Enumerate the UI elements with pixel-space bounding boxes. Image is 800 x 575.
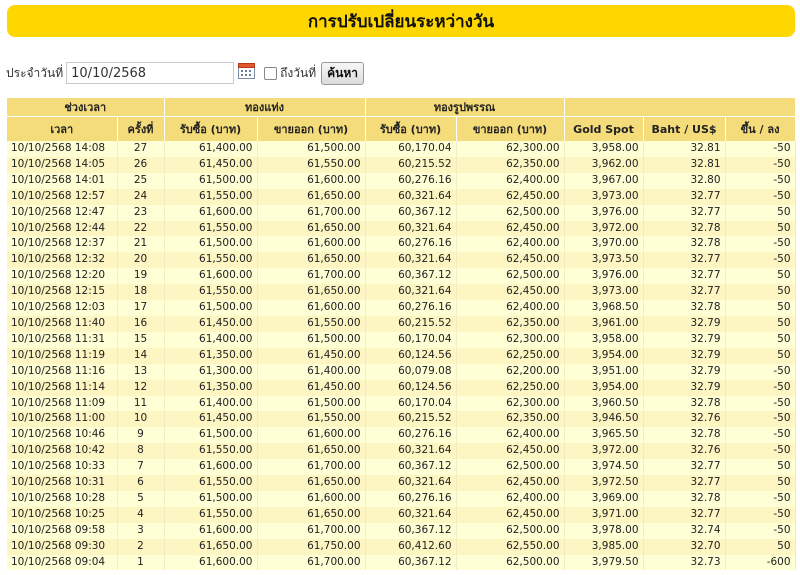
cell-round: 16 [117,316,164,332]
cell-time: 10/10/2568 12:57 [7,189,117,205]
cell-round: 14 [117,348,164,364]
cell-ornament-buy: 60,367.12 [365,523,456,539]
cell-gold-spot: 3,973.00 [564,284,643,300]
cell-round: 18 [117,284,164,300]
cell-bar-sell: 61,650.00 [257,443,365,459]
cell-round: 6 [117,475,164,491]
cell-bar-buy: 61,400.00 [164,141,257,157]
cell-ornament-sell: 62,500.00 [456,523,564,539]
cell-gold-spot: 3,973.50 [564,252,643,268]
cell-time: 10/10/2568 10:31 [7,475,117,491]
cell-change: -600 [725,555,795,571]
cell-baht-usd: 32.78 [643,396,725,412]
cell-time: 10/10/2568 11:14 [7,380,117,396]
cell-ornament-buy: 60,276.16 [365,300,456,316]
cell-ornament-buy: 60,321.64 [365,507,456,523]
table-row [7,475,795,491]
group-header-gold-bar: ทองแท่ง [164,98,365,117]
cell-change: 50 [725,284,795,300]
table-row [7,173,795,189]
cell-gold-spot: 3,971.00 [564,507,643,523]
cell-gold-spot: 3,960.50 [564,396,643,412]
cell-round: 26 [117,157,164,173]
cell-bar-buy: 61,600.00 [164,268,257,284]
cell-bar-sell: 61,400.00 [257,364,365,380]
cell-round: 2 [117,539,164,555]
cell-bar-buy: 61,600.00 [164,205,257,221]
cell-change: -50 [725,236,795,252]
cell-ornament-buy: 60,321.64 [365,221,456,237]
cell-ornament-sell: 62,500.00 [456,459,564,475]
cell-time: 10/10/2568 10:33 [7,459,117,475]
cell-round: 11 [117,396,164,412]
cell-bar-buy: 61,600.00 [164,555,257,571]
price-history-table [7,98,796,570]
cell-bar-buy: 61,450.00 [164,316,257,332]
cell-change: 50 [725,348,795,364]
cell-time: 10/10/2568 11:31 [7,332,117,348]
cell-time: 10/10/2568 09:04 [7,555,117,571]
cell-bar-buy: 61,500.00 [164,427,257,443]
cell-ornament-buy: 60,215.52 [365,157,456,173]
cell-round: 1 [117,555,164,571]
cell-round: 22 [117,221,164,237]
cell-baht-usd: 32.76 [643,443,725,459]
col-header-change: ขึ้น / ลง [725,117,795,142]
table-row [7,364,795,380]
cell-bar-buy: 61,650.00 [164,539,257,555]
cell-gold-spot: 3,970.00 [564,236,643,252]
cell-baht-usd: 32.78 [643,300,725,316]
cell-gold-spot: 3,958.00 [564,141,643,157]
cell-baht-usd: 32.78 [643,221,725,237]
table-row [7,284,795,300]
cell-baht-usd: 32.80 [643,173,725,189]
cell-baht-usd: 32.73 [643,555,725,571]
cell-baht-usd: 32.77 [643,475,725,491]
cell-ornament-buy: 60,367.12 [365,268,456,284]
cell-baht-usd: 32.78 [643,427,725,443]
cell-bar-buy: 61,400.00 [164,332,257,348]
col-header-gold-spot: Gold Spot [564,117,643,142]
cell-change: -50 [725,141,795,157]
cell-baht-usd: 32.77 [643,189,725,205]
cell-change: -50 [725,427,795,443]
cell-bar-buy: 61,500.00 [164,236,257,252]
cell-ornament-sell: 62,350.00 [456,157,564,173]
cell-round: 4 [117,507,164,523]
cell-change: 50 [725,205,795,221]
col-header-baht-usd: Baht / US$ [643,117,725,142]
cell-bar-buy: 61,400.00 [164,396,257,412]
cell-bar-buy: 61,500.00 [164,491,257,507]
date-input[interactable] [66,62,234,84]
cell-ornament-sell: 62,350.00 [456,411,564,427]
cell-bar-sell: 61,450.00 [257,348,365,364]
cell-baht-usd: 32.77 [643,268,725,284]
cell-ornament-buy: 60,412.60 [365,539,456,555]
cell-gold-spot: 3,979.50 [564,555,643,571]
cell-gold-spot: 3,973.00 [564,189,643,205]
cell-ornament-sell: 62,400.00 [456,173,564,189]
cell-ornament-sell: 62,450.00 [456,284,564,300]
cell-time: 10/10/2568 12:15 [7,284,117,300]
table-row [7,443,795,459]
group-header-period: ช่วงเวลา [7,98,164,117]
cell-bar-buy: 61,350.00 [164,348,257,364]
cell-bar-sell: 61,600.00 [257,300,365,316]
cell-ornament-buy: 60,215.52 [365,411,456,427]
table-row [7,411,795,427]
search-form [6,61,364,85]
cell-change: -50 [725,491,795,507]
cell-bar-sell: 61,700.00 [257,268,365,284]
cell-gold-spot: 3,972.00 [564,443,643,459]
cell-ornament-sell: 62,500.00 [456,205,564,221]
cell-ornament-sell: 62,500.00 [456,555,564,571]
cell-baht-usd: 32.70 [643,539,725,555]
cell-time: 10/10/2568 11:09 [7,396,117,412]
table-row [7,459,795,475]
cell-ornament-buy: 60,170.04 [365,141,456,157]
cell-baht-usd: 32.81 [643,141,725,157]
cell-time: 10/10/2568 09:58 [7,523,117,539]
table-row [7,332,795,348]
table-row [7,221,795,237]
cell-change: -50 [725,252,795,268]
cell-change: -50 [725,189,795,205]
cell-gold-spot: 3,976.00 [564,205,643,221]
cell-round: 24 [117,189,164,205]
cell-round: 23 [117,205,164,221]
table-row [7,523,795,539]
cell-bar-buy: 61,550.00 [164,475,257,491]
col-header-bar-sell: ขายออก (บาท) [257,117,365,142]
cell-change: -50 [725,396,795,412]
cell-bar-buy: 61,600.00 [164,459,257,475]
cell-baht-usd: 32.77 [643,205,725,221]
table-body [7,141,795,570]
cell-baht-usd: 32.77 [643,252,725,268]
cell-bar-sell: 61,550.00 [257,316,365,332]
cell-gold-spot: 3,961.00 [564,316,643,332]
cell-bar-sell: 61,500.00 [257,141,365,157]
cell-time: 10/10/2568 12:47 [7,205,117,221]
cell-ornament-buy: 60,170.04 [365,332,456,348]
table-row [7,539,795,555]
cell-ornament-sell: 62,450.00 [456,252,564,268]
cell-gold-spot: 3,972.50 [564,475,643,491]
cell-baht-usd: 32.74 [643,523,725,539]
cell-ornament-buy: 60,124.56 [365,348,456,364]
cell-ornament-buy: 60,079.08 [365,364,456,380]
cell-bar-sell: 61,550.00 [257,157,365,173]
table-row [7,491,795,507]
table-row [7,268,795,284]
cell-change: -50 [725,411,795,427]
cell-ornament-sell: 62,350.00 [456,316,564,332]
cell-bar-sell: 61,700.00 [257,555,365,571]
cell-change: -50 [725,173,795,189]
cell-change: 50 [725,459,795,475]
cell-gold-spot: 3,965.50 [564,427,643,443]
cell-bar-sell: 61,500.00 [257,396,365,412]
cell-bar-buy: 61,600.00 [164,523,257,539]
cell-change: -50 [725,157,795,173]
table-row [7,507,795,523]
cell-change: -50 [725,443,795,459]
cell-bar-buy: 61,550.00 [164,189,257,205]
group-header-gold-ornament: ทองรูปพรรณ [365,98,564,117]
cell-bar-sell: 61,600.00 [257,173,365,189]
cell-ornament-buy: 60,276.16 [365,491,456,507]
cell-time: 10/10/2568 11:40 [7,316,117,332]
cell-time: 10/10/2568 12:32 [7,252,117,268]
cell-time: 10/10/2568 10:28 [7,491,117,507]
cell-time: 10/10/2568 09:30 [7,539,117,555]
cell-time: 10/10/2568 14:01 [7,173,117,189]
cell-ornament-sell: 62,450.00 [456,507,564,523]
cell-baht-usd: 32.79 [643,364,725,380]
cell-time: 10/10/2568 10:46 [7,427,117,443]
col-header-round: ครั้งที่ [117,117,164,142]
cell-ornament-sell: 62,500.00 [456,268,564,284]
cell-bar-sell: 61,650.00 [257,189,365,205]
cell-baht-usd: 32.77 [643,507,725,523]
table-row [7,157,795,173]
cell-bar-sell: 61,650.00 [257,507,365,523]
cell-ornament-buy: 60,170.04 [365,396,456,412]
cell-baht-usd: 32.79 [643,332,725,348]
cell-ornament-sell: 62,250.00 [456,348,564,364]
cell-round: 21 [117,236,164,252]
cell-change: 50 [725,221,795,237]
cell-baht-usd: 32.77 [643,284,725,300]
cell-ornament-buy: 60,367.12 [365,555,456,571]
cell-ornament-buy: 60,367.12 [365,205,456,221]
date-label: ประจำวันที่ [6,65,64,80]
cell-bar-sell: 61,650.00 [257,475,365,491]
cell-round: 12 [117,380,164,396]
cell-ornament-sell: 62,450.00 [456,189,564,205]
table-row [7,189,795,205]
cell-time: 10/10/2568 12:20 [7,268,117,284]
cell-ornament-sell: 62,450.00 [456,475,564,491]
cell-bar-sell: 61,450.00 [257,380,365,396]
cell-round: 13 [117,364,164,380]
cell-bar-sell: 61,700.00 [257,459,365,475]
cell-bar-buy: 61,550.00 [164,221,257,237]
cell-time: 10/10/2568 12:44 [7,221,117,237]
cell-gold-spot: 3,954.00 [564,348,643,364]
cell-change: 50 [725,539,795,555]
cell-bar-buy: 61,300.00 [164,364,257,380]
page-title: การปรับเปลี่ยนระหว่างวัน [7,5,795,37]
cell-gold-spot: 3,967.00 [564,173,643,189]
cell-gold-spot: 3,972.00 [564,221,643,237]
cell-ornament-sell: 62,400.00 [456,300,564,316]
cell-bar-sell: 61,550.00 [257,411,365,427]
cell-gold-spot: 3,974.50 [564,459,643,475]
table-row [7,348,795,364]
cell-change: -50 [725,380,795,396]
table-row [7,316,795,332]
table-row [7,427,795,443]
cell-change: 50 [725,268,795,284]
table-row [7,300,795,316]
cell-baht-usd: 32.81 [643,157,725,173]
cell-round: 15 [117,332,164,348]
col-header-bar-buy: รับซื้อ (บาท) [164,117,257,142]
table-row [7,236,795,252]
cell-ornament-buy: 60,215.52 [365,316,456,332]
cell-gold-spot: 3,969.00 [564,491,643,507]
cell-time: 10/10/2568 12:37 [7,236,117,252]
cell-ornament-buy: 60,321.64 [365,189,456,205]
cell-baht-usd: 32.79 [643,380,725,396]
cell-bar-sell: 61,600.00 [257,491,365,507]
cell-bar-buy: 61,350.00 [164,380,257,396]
search-button[interactable]: ค้นหา [321,62,364,85]
cell-round: 10 [117,411,164,427]
cell-ornament-sell: 62,400.00 [456,236,564,252]
cell-ornament-sell: 62,400.00 [456,427,564,443]
to-date-label: ถึงวันที่ [280,65,317,80]
cell-time: 10/10/2568 10:42 [7,443,117,459]
cell-bar-buy: 61,550.00 [164,443,257,459]
cell-bar-buy: 61,450.00 [164,411,257,427]
cell-time: 10/10/2568 14:08 [7,141,117,157]
cell-bar-buy: 61,550.00 [164,252,257,268]
cell-gold-spot: 3,978.00 [564,523,643,539]
cell-gold-spot: 3,985.00 [564,539,643,555]
cell-round: 8 [117,443,164,459]
cell-bar-sell: 61,750.00 [257,539,365,555]
cell-ornament-buy: 60,321.64 [365,284,456,300]
cell-bar-sell: 61,650.00 [257,221,365,237]
table-row [7,396,795,412]
cell-baht-usd: 32.77 [643,459,725,475]
cell-ornament-sell: 62,300.00 [456,141,564,157]
cell-ornament-buy: 60,321.64 [365,475,456,491]
col-header-ornament-sell: ขายออก (บาท) [456,117,564,142]
table-row [7,205,795,221]
cell-round: 9 [117,427,164,443]
cell-ornament-buy: 60,321.64 [365,443,456,459]
col-header-time: เวลา [7,117,117,142]
cell-round: 27 [117,141,164,157]
cell-change: -50 [725,364,795,380]
cell-baht-usd: 32.79 [643,348,725,364]
cell-time: 10/10/2568 12:03 [7,300,117,316]
cell-ornament-buy: 60,276.16 [365,427,456,443]
cell-ornament-buy: 60,124.56 [365,380,456,396]
cell-ornament-sell: 62,300.00 [456,396,564,412]
table-row [7,555,795,571]
cell-round: 7 [117,459,164,475]
cell-change: 50 [725,475,795,491]
cell-bar-sell: 61,650.00 [257,284,365,300]
cell-bar-sell: 61,650.00 [257,252,365,268]
cell-round: 3 [117,523,164,539]
cell-ornament-buy: 60,367.12 [365,459,456,475]
cell-bar-sell: 61,700.00 [257,523,365,539]
cell-round: 20 [117,252,164,268]
cell-bar-buy: 61,500.00 [164,300,257,316]
cell-gold-spot: 3,954.00 [564,380,643,396]
cell-change: 50 [725,300,795,316]
cell-round: 25 [117,173,164,189]
cell-ornament-sell: 62,450.00 [456,221,564,237]
table-row [7,380,795,396]
cell-bar-sell: 61,600.00 [257,236,365,252]
cell-ornament-sell: 62,400.00 [456,491,564,507]
cell-baht-usd: 32.78 [643,236,725,252]
cell-baht-usd: 32.78 [643,491,725,507]
cell-bar-sell: 61,500.00 [257,332,365,348]
cell-bar-buy: 61,500.00 [164,173,257,189]
cell-baht-usd: 32.76 [643,411,725,427]
cell-gold-spot: 3,968.50 [564,300,643,316]
cell-change: 50 [725,332,795,348]
cell-ornament-sell: 62,300.00 [456,332,564,348]
table-row [7,141,795,157]
cell-bar-buy: 61,550.00 [164,284,257,300]
col-header-ornament-buy: รับซื้อ (บาท) [365,117,456,142]
cell-gold-spot: 3,958.00 [564,332,643,348]
cell-change: -50 [725,523,795,539]
cell-bar-buy: 61,450.00 [164,157,257,173]
table-row [7,252,795,268]
cell-ornament-buy: 60,276.16 [365,173,456,189]
cell-ornament-sell: 62,250.00 [456,380,564,396]
cell-time: 10/10/2568 11:19 [7,348,117,364]
cell-ornament-sell: 62,200.00 [456,364,564,380]
cell-baht-usd: 32.79 [643,316,725,332]
calendar-icon[interactable] [238,62,255,79]
cell-gold-spot: 3,962.00 [564,157,643,173]
cell-change: -50 [725,507,795,523]
cell-change: 50 [725,316,795,332]
cell-time: 10/10/2568 11:00 [7,411,117,427]
cell-ornament-sell: 62,550.00 [456,539,564,555]
cell-gold-spot: 3,951.00 [564,364,643,380]
cell-time: 10/10/2568 14:05 [7,157,117,173]
cell-round: 19 [117,268,164,284]
cell-round: 5 [117,491,164,507]
cell-time: 10/10/2568 11:16 [7,364,117,380]
cell-ornament-sell: 62,450.00 [456,443,564,459]
group-header-empty [564,98,795,117]
cell-bar-buy: 61,550.00 [164,507,257,523]
to-date-checkbox[interactable] [264,67,277,80]
cell-bar-sell: 61,600.00 [257,427,365,443]
cell-round: 17 [117,300,164,316]
cell-ornament-buy: 60,321.64 [365,252,456,268]
cell-gold-spot: 3,976.00 [564,268,643,284]
cell-bar-sell: 61,700.00 [257,205,365,221]
cell-gold-spot: 3,946.50 [564,411,643,427]
cell-ornament-buy: 60,276.16 [365,236,456,252]
cell-time: 10/10/2568 10:25 [7,507,117,523]
